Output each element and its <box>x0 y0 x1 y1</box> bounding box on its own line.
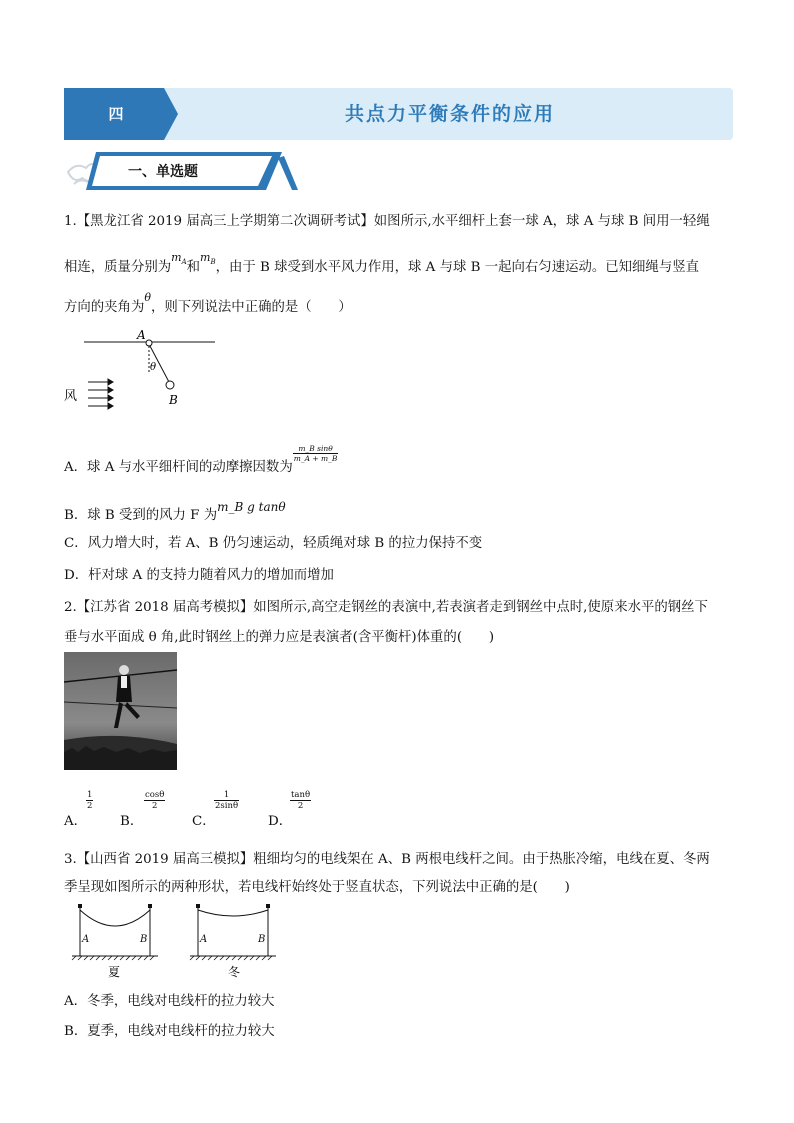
q3-line-2: 季呈现如图所示的两种形状，若电线杆始终处于竖直状态，下列说法中正确的是( ) <box>64 880 570 895</box>
svg-text:A: A <box>82 934 90 945</box>
svg-text:A: A <box>200 934 208 945</box>
svg-text:B: B <box>258 934 266 945</box>
q3-option-a: A．冬季，电线对电线杆的拉力较大 <box>64 994 275 1009</box>
q1-option-c: C．风力增大时，若 A、B 仍匀速运动，轻质绳对球 B 的拉力保持不变 <box>64 536 483 551</box>
svg-text:A: A <box>137 328 146 342</box>
q3-option-b: B．夏季，电线对电线杆的拉力较大 <box>64 1024 275 1039</box>
q3-figure <box>68 900 280 982</box>
svg-text:冬: 冬 <box>228 965 241 979</box>
svg-text:风: 风 <box>64 389 78 404</box>
q2-line-1: 2.【江苏省 2018 届高考模拟】如图所示,高空走钢丝的表演中,若表演者走到钢丝中点时,使原来水平的钢丝下 <box>64 600 708 615</box>
svg-text:夏: 夏 <box>108 965 121 979</box>
q1-option-b: B．球 B 受到的风力 F 为m_B g tanθ <box>64 500 286 523</box>
svg-text:θ: θ <box>150 362 157 373</box>
section-title: 一、单选题 <box>128 164 198 180</box>
q1-option-a: A．球 A 与水平细杆间的动摩擦因数为 $\frac{\text{m\_B sinθ}}{m\_A + m\_B}$ <box>64 444 338 475</box>
svg-text:B: B <box>169 393 178 407</box>
q2-options: A． $\frac{1}{2}$ B． $\frac{\cos\theta}{2}$ C． $\frac{1}{2\sin\theta}$ D． $\frac{\tan\theta}{2}$ <box>64 790 311 829</box>
svg-text:B: B <box>140 934 148 945</box>
tightrope-photo <box>64 652 177 770</box>
q1-option-d: D．杆对球 A 的支持力随着风力的增加而增加 <box>64 568 334 583</box>
q2-line-2: 垂与水平面成 θ 角,此时钢丝上的弹力应是表演者(含平衡杆)体重的( ) <box>64 630 495 645</box>
page-title: 共点力平衡条件的应用 <box>344 103 555 125</box>
q1-line-3: 方向的夹角为$^\theta$，则下列说法中正确的是（ ） <box>64 291 352 315</box>
q1-line-2: 相连，质量分别为$^{m_A}$和$^{m_B}$，由于 B 球受到水平风力作用，球 A 与球 B 一起向右匀速运动。已知细绳与竖直 <box>64 251 699 275</box>
q1-figure <box>64 326 224 410</box>
q1-line-1: 1.【黑龙江省 2019 届高三上学期第二次调研考试】如图所示,水平细杆上套一球 A，球 A 与球 B 间用一轻绳 <box>64 214 710 229</box>
q3-line-1: 3.【山西省 2019 届高三模拟】粗细均匀的电线架在 A、B 两根电线杆之间。由于热胀冷缩，电线在夏、冬两 <box>64 852 710 867</box>
chapter-number: 四 <box>108 105 124 123</box>
